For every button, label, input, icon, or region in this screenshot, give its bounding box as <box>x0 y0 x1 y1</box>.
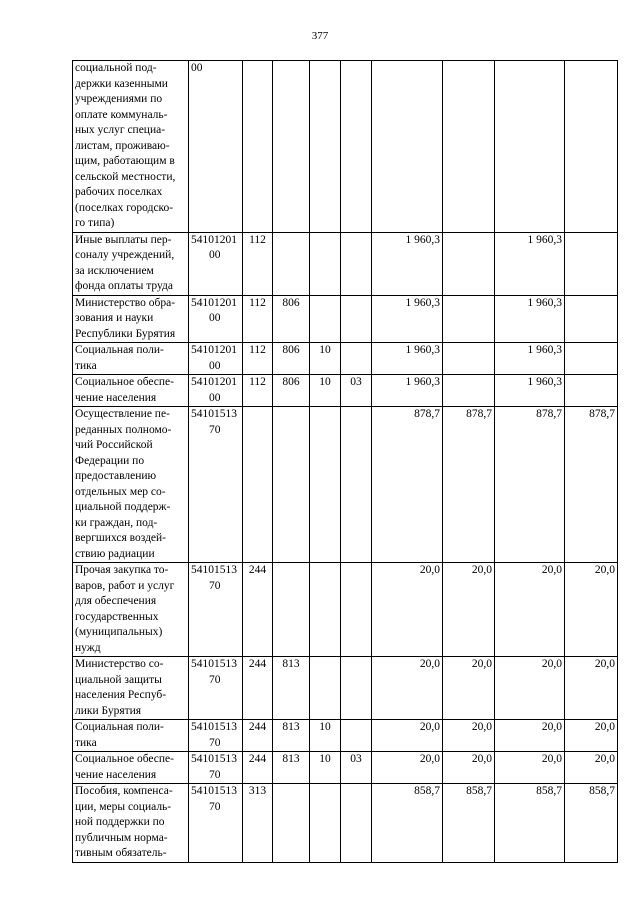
amount-cell-2 <box>443 343 495 375</box>
item-name-line: Федерации по <box>75 454 145 467</box>
target-code-line: 00 <box>209 391 221 404</box>
section-cell <box>310 407 341 563</box>
item-name-line: чение населения <box>75 768 157 781</box>
expense-type-cell: 244 <box>243 720 273 752</box>
item-name-cell <box>73 752 189 784</box>
item-name-line: варов, работ и услуг <box>75 579 175 592</box>
amount-cell-1: 1 960,3 <box>372 295 443 343</box>
item-name-cell <box>73 657 189 720</box>
item-name-line: предоставлению <box>75 470 157 482</box>
amount-cell-3: 858,7 <box>495 784 565 863</box>
amount-cell-3: 1 960,3 <box>495 375 565 407</box>
item-name-line: держки казенными <box>75 77 168 90</box>
ministry-code-cell: 806 <box>273 375 310 407</box>
target-code-line: 00 <box>209 249 221 261</box>
target-code-cell <box>189 752 243 784</box>
amount-cell-3: 1 960,3 <box>495 295 565 343</box>
table-row <box>73 563 618 657</box>
subsection-cell <box>341 720 372 752</box>
item-name-line: чий Российской <box>75 439 153 451</box>
expense-type-cell: 244 <box>243 752 273 784</box>
amount-cell-4 <box>565 375 618 407</box>
target-code-line: 54101513 <box>191 658 237 670</box>
target-code-cell <box>189 61 243 233</box>
amount-cell-2 <box>443 375 495 407</box>
target-code-cell <box>189 295 243 343</box>
item-name-line: соналу учреждений, <box>75 249 175 261</box>
item-name-line: ции, меры социаль- <box>75 800 172 813</box>
page-number: 377 <box>311 30 329 42</box>
table-row <box>73 784 618 863</box>
budget-table <box>72 60 618 863</box>
amount-cell-4 <box>565 232 618 295</box>
ministry-code-cell <box>273 784 310 863</box>
amount-cell-2 <box>443 232 495 295</box>
item-name-line: зования и науки <box>75 312 154 324</box>
section-cell: 10 <box>310 375 341 407</box>
subsection-cell <box>341 232 372 295</box>
item-name-cell <box>73 61 189 233</box>
target-code-line: 70 <box>209 579 221 592</box>
ministry-code-cell: 813 <box>273 657 310 720</box>
subsection-cell: 03 <box>341 375 372 407</box>
item-name-line: чение населения <box>75 391 157 404</box>
amount-cell-3: 20,0 <box>495 752 565 784</box>
subsection-cell <box>341 343 372 375</box>
section-cell: 10 <box>310 720 341 752</box>
target-code-line: 54101201 <box>191 344 237 356</box>
subsection-cell <box>341 657 372 720</box>
item-name-line: тика <box>75 736 97 749</box>
amount-cell-1: 1 960,3 <box>372 375 443 407</box>
item-name-line: ки граждан, под- <box>75 516 158 529</box>
target-code-line: 54101513 <box>191 785 237 797</box>
amount-cell-1: 20,0 <box>372 563 443 657</box>
ministry-code-cell <box>273 407 310 563</box>
table-row <box>73 343 618 375</box>
subsection-cell <box>341 407 372 563</box>
target-code-line: 54101201 <box>191 233 237 246</box>
item-name-cell <box>73 784 189 863</box>
target-code-line: 00 <box>191 62 203 74</box>
item-name-line: рабочих поселках <box>75 186 163 198</box>
item-name-line: тивным обязатель- <box>75 847 167 859</box>
item-name-line: сельской местности, <box>75 170 176 183</box>
item-name-cell <box>73 563 189 657</box>
amount-cell-4: 20,0 <box>565 657 618 720</box>
ministry-code-cell <box>273 61 310 233</box>
item-name-line: Республики Бурятия <box>75 327 176 340</box>
item-name-line: листам, проживаю- <box>75 139 170 152</box>
amount-cell-3: 20,0 <box>495 720 565 752</box>
target-code-line: 70 <box>209 673 221 686</box>
item-name-line: тика <box>75 359 97 372</box>
target-code-line: 54101513 <box>191 564 237 576</box>
expense-type-cell: 244 <box>243 563 273 657</box>
target-code-line: 54101201 <box>191 376 237 388</box>
item-name-line: фонда оплаты труда <box>75 280 174 292</box>
item-name-cell <box>73 343 189 375</box>
item-name-line: нужд <box>75 641 101 654</box>
ministry-code-cell <box>273 232 310 295</box>
amount-cell-2: 858,7 <box>443 784 495 863</box>
item-name-line: отдельных мер со- <box>75 485 166 498</box>
table-row <box>73 232 618 295</box>
amount-cell-1: 20,0 <box>372 720 443 752</box>
table-row <box>73 61 618 233</box>
amount-cell-3: 20,0 <box>495 563 565 657</box>
ministry-code-cell: 813 <box>273 752 310 784</box>
section-cell <box>310 61 341 233</box>
item-name-line: Министерство обра- <box>75 296 176 309</box>
item-name-line: ных услуг специа- <box>75 124 166 136</box>
amount-cell-4 <box>565 61 618 233</box>
amount-cell-4 <box>565 343 618 375</box>
item-name-line: циальной поддерж- <box>75 501 171 513</box>
item-name-line: щим, работающим в <box>75 155 175 167</box>
subsection-cell <box>341 563 372 657</box>
amount-cell-3: 1 960,3 <box>495 232 565 295</box>
item-name-line: (муниципальных) <box>75 626 163 638</box>
amount-cell-2: 20,0 <box>443 563 495 657</box>
item-name-line: Осуществление пе- <box>75 408 170 420</box>
section-cell: 10 <box>310 343 341 375</box>
amount-cell-1: 20,0 <box>372 657 443 720</box>
amount-cell-1: 1 960,3 <box>372 343 443 375</box>
item-name-line: (поселках городско- <box>75 201 174 214</box>
amount-cell-2 <box>443 61 495 233</box>
target-code-line: 70 <box>209 800 221 813</box>
item-name-line: циальной защиты <box>75 673 162 686</box>
amount-cell-3: 20,0 <box>495 657 565 720</box>
item-name-line: оплате коммуналь- <box>75 108 168 121</box>
subsection-cell <box>341 295 372 343</box>
ministry-code-cell: 806 <box>273 343 310 375</box>
amount-cell-2: 20,0 <box>443 657 495 720</box>
target-code-cell <box>189 563 243 657</box>
item-name-line: ствию радиации <box>75 547 155 560</box>
amount-cell-2: 878,7 <box>443 407 495 563</box>
section-cell <box>310 295 341 343</box>
amount-cell-4: 20,0 <box>565 563 618 657</box>
table-row <box>73 407 618 563</box>
amount-cell-2 <box>443 295 495 343</box>
target-code-line: 70 <box>209 768 221 781</box>
ministry-code-cell: 806 <box>273 295 310 343</box>
item-name-line: для обеспечения <box>75 595 157 607</box>
item-name-line: Пособия, компенса- <box>75 785 173 797</box>
amount-cell-3: 878,7 <box>495 407 565 563</box>
amount-cell-3: 1 960,3 <box>495 343 565 375</box>
amount-cell-4: 20,0 <box>565 720 618 752</box>
item-name-line: лики Бурятия <box>75 704 142 717</box>
item-name-line: ной поддержки по <box>75 816 165 828</box>
item-name-cell <box>73 295 189 343</box>
table-row <box>73 295 618 343</box>
target-code-cell <box>189 407 243 563</box>
item-name-line: Социальное обеспе- <box>75 376 174 388</box>
target-code-line: 54101201 <box>191 296 237 309</box>
target-code-line: 00 <box>209 312 221 324</box>
ministry-code-cell: 813 <box>273 720 310 752</box>
subsection-cell <box>341 61 372 233</box>
item-name-line: публичным норма- <box>75 831 168 844</box>
section-cell <box>310 563 341 657</box>
item-name-line: го типа) <box>75 217 115 229</box>
amount-cell-1: 858,7 <box>372 784 443 863</box>
amount-cell-4: 878,7 <box>565 407 618 563</box>
amount-cell-1: 878,7 <box>372 407 443 563</box>
expense-type-cell <box>243 407 273 563</box>
section-cell: 10 <box>310 752 341 784</box>
target-code-line: 70 <box>209 736 221 749</box>
target-code-line: 54101513 <box>191 753 237 765</box>
expense-type-cell <box>243 61 273 233</box>
item-name-line: вергшихся воздей- <box>75 532 167 544</box>
item-name-line: государственных <box>75 610 159 623</box>
item-name-cell <box>73 375 189 407</box>
table-row <box>73 375 618 407</box>
section-cell <box>310 232 341 295</box>
amount-cell-1: 1 960,3 <box>372 232 443 295</box>
expense-type-cell: 112 <box>243 343 273 375</box>
target-code-cell <box>189 784 243 863</box>
section-cell <box>310 657 341 720</box>
item-name-line: Социальная поли- <box>75 344 164 356</box>
amount-cell-1: 20,0 <box>372 752 443 784</box>
item-name-line: социальной под- <box>75 62 157 74</box>
expense-type-cell: 313 <box>243 784 273 863</box>
target-code-cell <box>189 720 243 752</box>
item-name-cell <box>73 232 189 295</box>
item-name-line: учреждениями по <box>75 93 163 105</box>
target-code-line: 54101513 <box>191 721 237 733</box>
target-code-cell <box>189 343 243 375</box>
amount-cell-1 <box>372 61 443 233</box>
target-code-cell <box>189 232 243 295</box>
subsection-cell: 03 <box>341 752 372 784</box>
target-code-cell <box>189 657 243 720</box>
target-code-line: 70 <box>209 423 221 436</box>
ministry-code-cell <box>273 563 310 657</box>
expense-type-cell: 244 <box>243 657 273 720</box>
subsection-cell <box>341 784 372 863</box>
expense-type-cell: 112 <box>243 232 273 295</box>
table-row <box>73 657 618 720</box>
target-code-line: 00 <box>209 359 221 372</box>
section-cell <box>310 784 341 863</box>
amount-cell-2: 20,0 <box>443 752 495 784</box>
amount-cell-4: 20,0 <box>565 752 618 784</box>
table-row <box>73 720 618 752</box>
item-name-cell <box>73 407 189 563</box>
item-name-line: населения Респуб- <box>75 689 167 701</box>
item-name-line: Социальное обеспе- <box>75 753 174 765</box>
amount-cell-4: 858,7 <box>565 784 618 863</box>
item-name-line: Социальная поли- <box>75 721 164 733</box>
amount-cell-3 <box>495 61 565 233</box>
item-name-line: Иные выплаты пер- <box>75 233 172 246</box>
expense-type-cell: 112 <box>243 375 273 407</box>
item-name-line: Министерство со- <box>75 658 164 670</box>
item-name-line: за исключением <box>75 264 154 277</box>
table-row <box>73 752 618 784</box>
target-code-line: 54101513 <box>191 408 237 420</box>
expense-type-cell: 112 <box>243 295 273 343</box>
item-name-cell <box>73 720 189 752</box>
amount-cell-2: 20,0 <box>443 720 495 752</box>
target-code-cell <box>189 375 243 407</box>
item-name-line: Прочая закупка то- <box>75 564 169 576</box>
amount-cell-4 <box>565 295 618 343</box>
item-name-line: реданных полномо- <box>75 423 172 436</box>
